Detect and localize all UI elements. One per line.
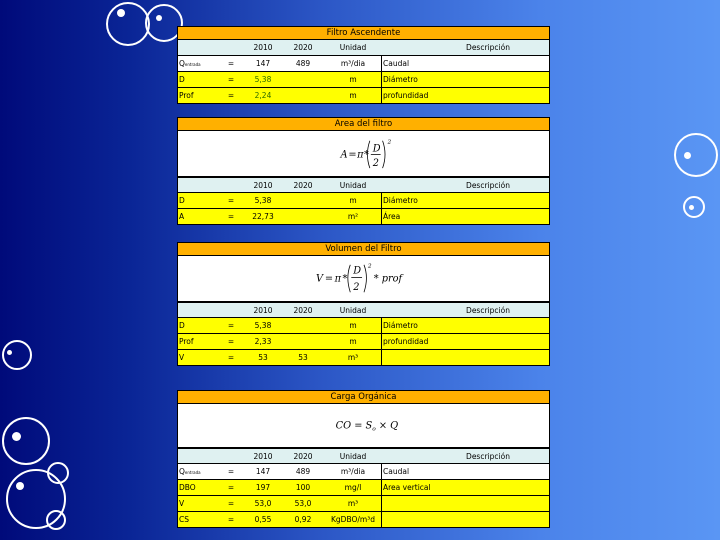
- svg-text:D: D: [372, 143, 381, 155]
- bubble-dot: [684, 152, 691, 159]
- bubble-decoration: [106, 2, 150, 46]
- area-del-filtro-title: Area del filtro: [177, 117, 550, 131]
- svg-text:π: π: [334, 273, 342, 285]
- volumen-formula: [177, 256, 550, 302]
- bubble-decoration: [2, 417, 50, 465]
- table-row: D = 5,38 m Diámetro: [177, 318, 550, 334]
- table-row: V = 53 53 m³: [177, 350, 550, 366]
- table-row: D = 5,38 m Diámetro: [177, 193, 550, 209]
- bubble-decoration: [46, 510, 66, 530]
- bubble-dot: [689, 205, 694, 210]
- table-row: A = 22,73 m² Área: [177, 209, 550, 225]
- table-header-row: 2010 2020 Unidad Descripción: [177, 40, 550, 56]
- table-row: Qentrada = 147 489 m³/dia Caudal: [177, 464, 550, 480]
- volumen-del-filtro-title: Volumen del Filtro: [177, 242, 550, 256]
- table-row: Qentrada = 147 489 m³/dia Caudal: [177, 56, 550, 72]
- table-row: Prof = 2,33 m profundidad: [177, 334, 550, 350]
- svg-text:*: *: [342, 273, 348, 285]
- carga-formula: [177, 404, 550, 448]
- svg-text:=: =: [348, 149, 357, 161]
- bubble-decoration: [2, 340, 32, 370]
- area-formula: [177, 131, 550, 177]
- svg-text:2: 2: [387, 139, 392, 146]
- table-row: D = 5,38 m Diámetro: [177, 72, 550, 88]
- table-header-row: 2010 2020 Unidad Descripción: [177, 177, 550, 193]
- svg-text:2: 2: [353, 282, 360, 294]
- svg-text:CO = So × Q: CO = $S_o \times Q$: [335, 420, 399, 433]
- bubble-decoration: [674, 133, 718, 177]
- svg-text:V: V: [316, 273, 324, 285]
- svg-text:2: 2: [372, 158, 380, 170]
- bubble-dot: [117, 9, 125, 17]
- table-row: CS = 0,55 0,92 KgDBO/m³d: [177, 512, 550, 528]
- bubble-dot: [16, 482, 24, 490]
- table-row: Prof = 2,24 m profundidad: [177, 88, 550, 104]
- svg-text:D: D: [353, 265, 362, 277]
- svg-text:* prof: * prof: [373, 273, 403, 285]
- svg-text:=: =: [324, 273, 334, 285]
- bubble-dot: [12, 432, 21, 441]
- bubble-dot: [156, 15, 162, 21]
- bubble-decoration: [683, 196, 705, 218]
- svg-text:2: 2: [367, 263, 372, 270]
- carga-organica-title: Carga Orgánica: [177, 390, 550, 404]
- table-header-row: 2010 2020 Unidad Descripción: [177, 448, 550, 464]
- filtro-ascendente-title: Filtro Ascendente: [177, 26, 550, 40]
- table-row: V = 53,0 53,0 m³: [177, 496, 550, 512]
- svg-text:*: *: [363, 149, 369, 161]
- table-row: DBO = 197 100 mg/l Area vertical: [177, 480, 550, 496]
- table-header-row: 2010 2020 Unidad Descripción: [177, 302, 550, 318]
- bubble-dot: [7, 350, 12, 355]
- svg-text:π: π: [357, 149, 364, 161]
- svg-text:A: A: [340, 149, 348, 161]
